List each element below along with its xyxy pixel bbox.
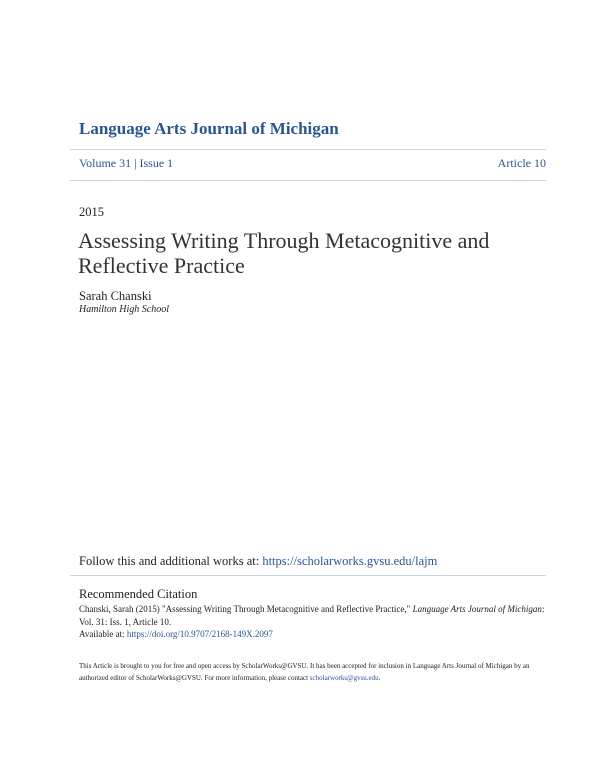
article-title: Assessing Writing Through Metacognitive and Reflective Practice [78, 228, 490, 278]
available-label: Available at: [79, 629, 127, 639]
access-note-text: This Article is brought to you for free and open access by ScholarWorks@GVSU. It has been accepted for inclusion in Language Arts Journal of Michigan by an authorized editor of ScholarWorks@GVSU. For more information, please contact [79, 662, 530, 682]
follow-line [79, 554, 437, 569]
follow-label: Follow this and additional works at: [79, 554, 263, 568]
citation-journal: Language Arts Journal of Michigan [412, 604, 542, 614]
doi-link[interactable]: https://doi.org/10.9707/2168-149X.2097 [126, 629, 273, 639]
author-name: Sarah Chanski [79, 289, 152, 303]
access-note [79, 660, 549, 684]
author-affiliation: Hamilton High School [79, 304, 169, 315]
access-note-end: . [378, 674, 381, 682]
citation-text [79, 603, 549, 641]
citation-volume: : Vol. 31: Iss. 1, Article 10. [79, 604, 545, 627]
collection-link[interactable]: https://scholarworks.gvsu.edu/lajm [262, 554, 438, 568]
contact-email-link[interactable]: scholarworks@gvsu.edu [309, 674, 379, 682]
issue-link[interactable]: Volume 31 | Issue 1 [79, 156, 174, 170]
header-divider-top [70, 149, 546, 150]
follow-divider [70, 575, 546, 576]
article-number-link[interactable]: Article 10 [497, 156, 546, 170]
header-divider-bottom [70, 180, 546, 181]
journal-title[interactable]: Language Arts Journal of Michigan [79, 119, 339, 138]
publication-year: 2015 [79, 205, 104, 219]
recommended-citation-heading: Recommended Citation [79, 587, 198, 601]
citation-prefix: Chanski, Sarah (2015) "Assessing Writing Through Metacognitive and Reflective Practice," [79, 604, 413, 614]
